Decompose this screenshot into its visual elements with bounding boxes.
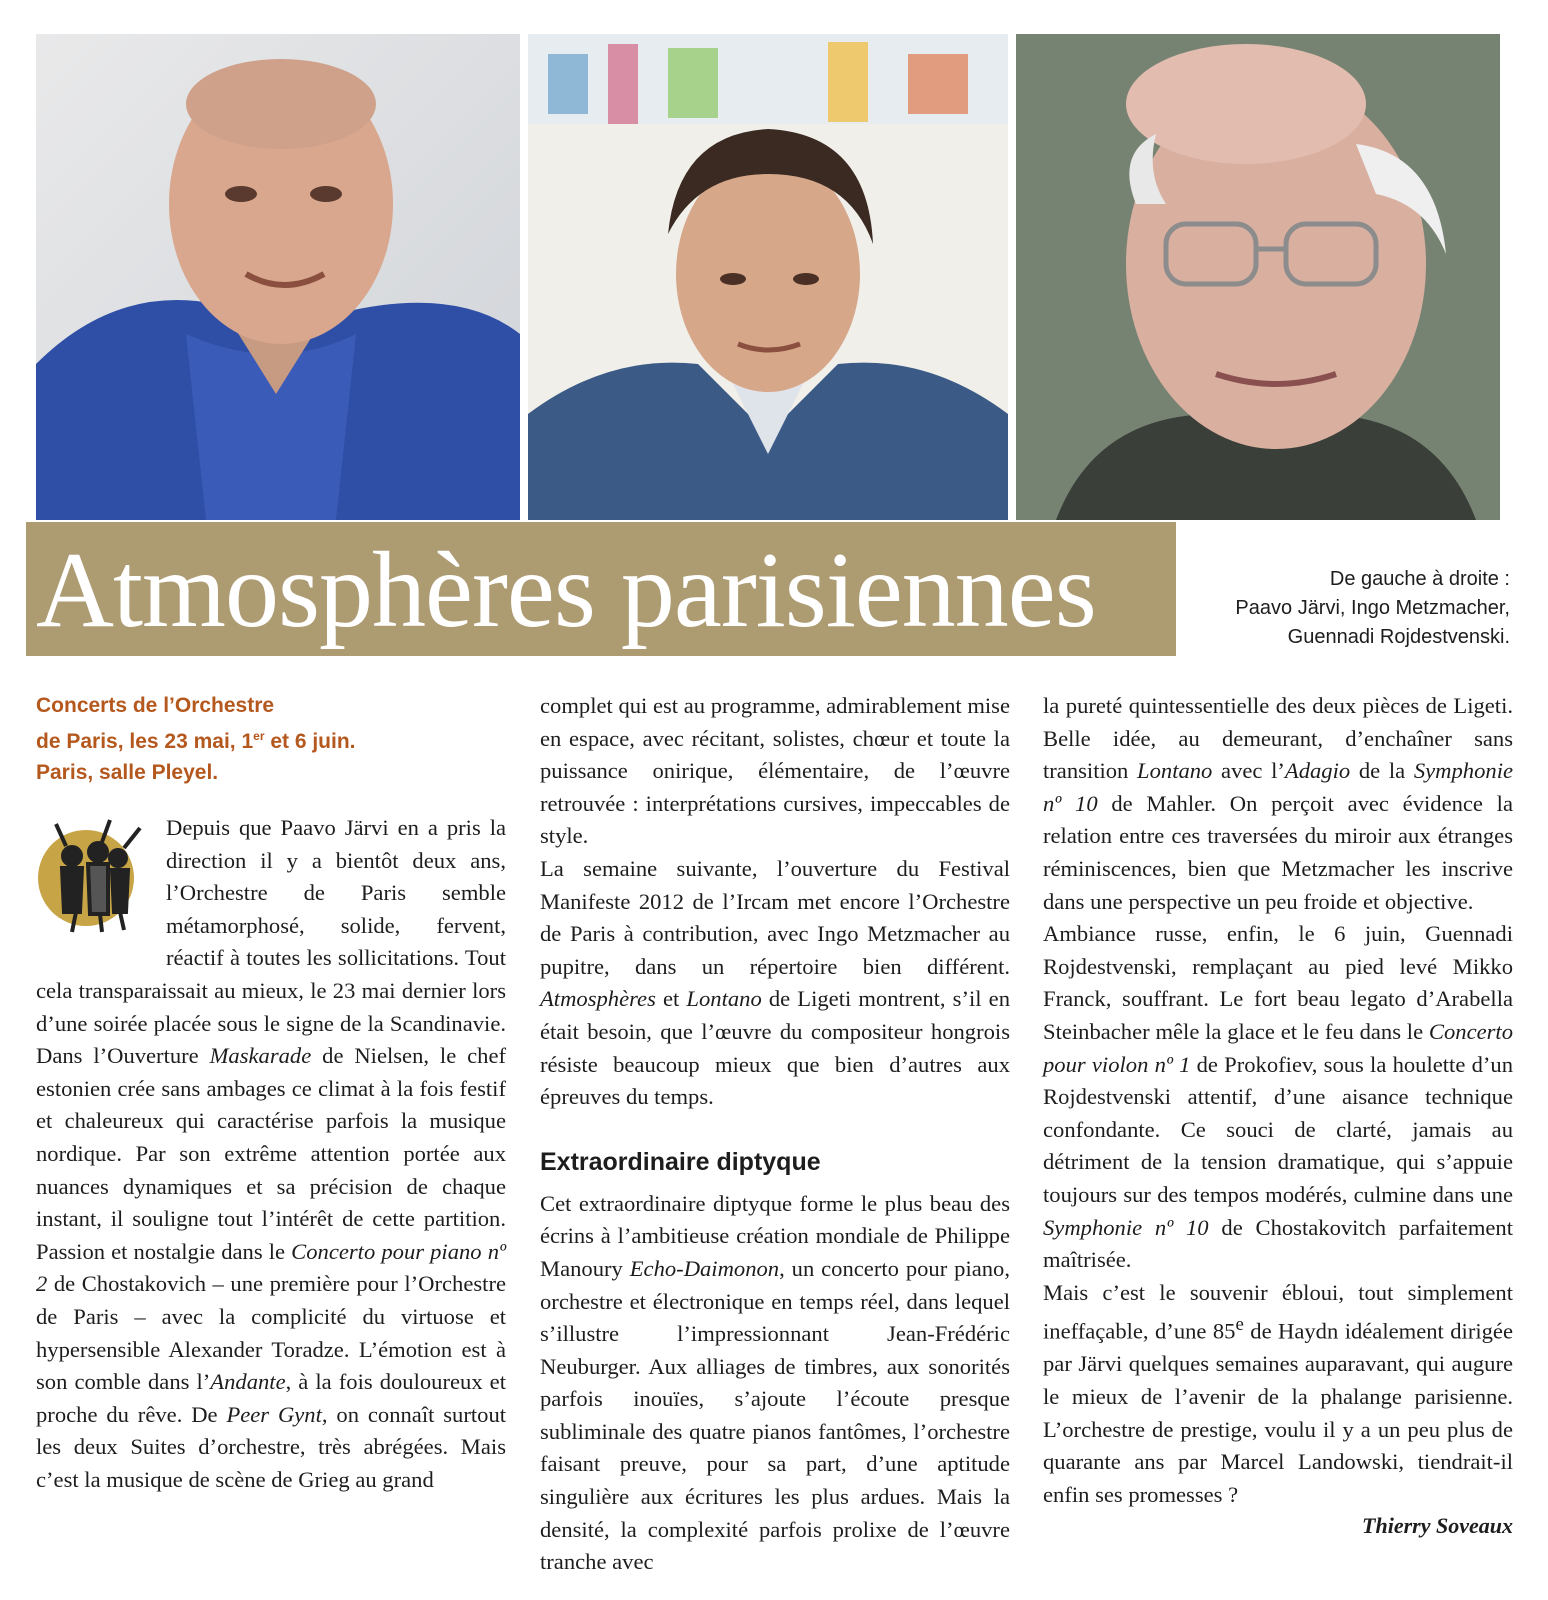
- work-title-echo-daimonon: Echo-Daimonon: [629, 1255, 780, 1281]
- paragraph-festival: [540, 853, 1010, 1114]
- photo-ingo-metzmacher: [528, 34, 1008, 520]
- author-signature: Thierry Soveaux: [1362, 1513, 1513, 1539]
- rating-badge: [36, 816, 156, 944]
- text-run: , on connaît surtout les deux Suites d’orchestre, très abrégées. Mais c’est la musique de scène de Grieg au grand: [36, 1401, 507, 1492]
- paragraph-ligeti: [1043, 690, 1513, 918]
- event-info: [36, 690, 506, 788]
- event-line-3: Paris, salle Pleyel.: [36, 761, 219, 784]
- column-1: [36, 690, 506, 1590]
- work-title-maskarade: Maskarade: [209, 1043, 312, 1069]
- text-run: de Chostakovitch parfaitement maîtrisée.: [1043, 1214, 1513, 1273]
- work-title-symphonie-mahler: Symphonie nº 10: [1043, 758, 1513, 816]
- article-title: Atmosphères parisiennes: [36, 531, 1096, 650]
- text-run: Depuis que Paavo Järvi en a pris la direction il y a bientôt deux ans, l’Orchestre de Paris semble métamorphosé, solide, fervent, réactif à toutes les sollicitations. Tout cela transparaissait au mieux, le 23 mai dernier lors d’une soirée placée sous le signe de la Scandinavie. Dans l’Ouverture: [36, 815, 506, 1069]
- photo-guennadi-rojdestvenski: [1016, 34, 1500, 520]
- paragraph-russian: [1043, 918, 1513, 1277]
- text-run: , un concerto pour piano, orchestre et électronique en temps réel, dans lequel s’illustre l’impressionnant Jean-Frédéric Neuburger. Aux alliages de timbres, aux sonorités parfois inouïes, s’ajoute l’écoute presque subliminale des quatre pianos fantômes, l’orchestre faisant preuve, pour sa part, d’une aptitude singulière aux écritures les plus ardues. Mais la densité, la complexité parfois prolixe de l’œuvre tranche avec: [540, 1255, 1011, 1575]
- text-run: La semaine suivante, l’ouverture du Festival Manifeste 2012 de l’Ircam met encore l’Orchestre de Paris à contribution, avec Ingo Metzmacher au pupitre, dans un répertoire bien différent.: [540, 855, 1010, 979]
- text-run: de Mahler. On perçoit avec évidence la relation entre ces traversées du miroir aux étranges réminiscences, bien que Metzmacher les inscrive dans une perspective un peu froide et objective.: [1043, 790, 1513, 914]
- work-title-atmospheres: Atmosphères: [540, 986, 656, 1012]
- text-run: de Prokofiev, sous la houlette d’un Rojdestvenski attentif, d’une aisance technique confondante. Ce souci de clarté, jamais au détriment de la tension dramatique, qui s’appuie toujours sur des tempos modérés, culmine dans une: [1043, 1051, 1513, 1207]
- caption-line-2: Paavo Järvi, Ingo Metzmacher,: [1235, 597, 1510, 619]
- event-dates-sup: er: [253, 729, 265, 743]
- caption-line-3: Guennadi Rojdestvenski.: [1287, 626, 1510, 648]
- text-run: Mais c’est le souvenir ébloui, tout simplement ineffaçable, d’une 85: [1043, 1279, 1513, 1344]
- paragraph-diptyque: [540, 1188, 1010, 1579]
- subheading: Extraordinaire diptyque: [540, 1147, 821, 1176]
- work-title-lontano: Lontano: [686, 986, 762, 1012]
- work-title-concerto-piano: Concerto pour piano nº 2: [36, 1238, 506, 1297]
- text-run: et: [655, 986, 687, 1012]
- text-run: , à la fois douloureux et proche du rêve. De: [36, 1369, 506, 1427]
- caption-line-1: De gauche à droite :: [1329, 568, 1510, 590]
- text-run: avec l’: [1212, 758, 1285, 784]
- text-run: de Chostakovich – une première pour l’Orchestre de Paris – avec la complicité du virtuose et hypersensible Alexander Toradze. L’émotion est à son comble dans l’: [36, 1271, 506, 1395]
- text-run: Cet extraordinaire diptyque forme le plus beau des écrins à l’ambitieuse création mondiale de Philippe Manoury: [540, 1190, 1010, 1281]
- text-run: Ambiance russe, enfin, le 6 juin, Guennadi Rojdestvenski, remplaçant au pied levé Mikko Franck, souffrant. Le fort beau legato d’Arabella Steinbacher mêle la glace et le feu dans le: [1043, 921, 1513, 1044]
- work-title-adagio: Adagio: [1284, 758, 1351, 784]
- event-dates: de Paris, les 23 mai, 1: [36, 730, 254, 753]
- work-title-symphonie-chostakovitch: Symphonie nº 10: [1043, 1214, 1209, 1240]
- column-3: [1043, 690, 1513, 1590]
- event-dates-end: et 6 juin.: [264, 730, 356, 753]
- text-run: de Nielsen, le chef estonien crée sans ambages ce climat à la fois festif et chaleureux qui caractérise parfois la musique nordique. Par son extrême attention portée aux nuances dynamiques et sa précision de chaque instant, il souligne tout l’intérêt de cette partition. Passion et nostalgie dans le: [36, 1043, 506, 1264]
- paragraph-conclusion: [1043, 1277, 1513, 1512]
- photo-paavo-jarvi: [36, 34, 520, 520]
- column-2: [540, 690, 1010, 1590]
- work-title-lontano: Lontano: [1137, 758, 1213, 784]
- text-run: de la: [1350, 758, 1414, 784]
- text-run: de Haydn idéalement dirigée par Järvi quelques semaines auparavant, qui augure le mieux de l’avenir de la phalange parisienne. L’orchestre de prestige, voulu il y a un peu plus de quarante ans par Marcel Landowski, tiendrait-il enfin ses promesses ?: [1043, 1318, 1513, 1507]
- paragraph-continued: complet qui est au programme, admirablement mise en espace, avec récitant, solistes, chœur et toute la puissance onirique, élémentaire, de l’œuvre retrouvée : interprétations cursives, impeccables de style.: [540, 693, 1010, 849]
- text-run: de Ligeti montrent, s’il en était besoin, que l’œuvre du compositeur hongrois résiste beaucoup mieux que bien d’autres aux épreuves du temps.: [540, 986, 1010, 1110]
- event-line-2: [36, 721, 506, 757]
- photo-caption: [1190, 565, 1510, 652]
- work-title-concerto-violon: Concerto pour violon nº 1: [1043, 1018, 1513, 1077]
- work-title-andante: Andante: [210, 1369, 286, 1395]
- text-run: la pureté quintessentielle des deux pièces de Ligeti. Belle idée, au demeurant, d’enchaîner sans transition: [1043, 693, 1513, 784]
- work-title-peer-gynt: Peer Gynt: [226, 1401, 322, 1427]
- event-line-1: Concerts de l’Orchestre: [36, 694, 275, 717]
- three-conductors-icon: [36, 816, 148, 936]
- ordinal-sup: e: [1235, 1314, 1244, 1336]
